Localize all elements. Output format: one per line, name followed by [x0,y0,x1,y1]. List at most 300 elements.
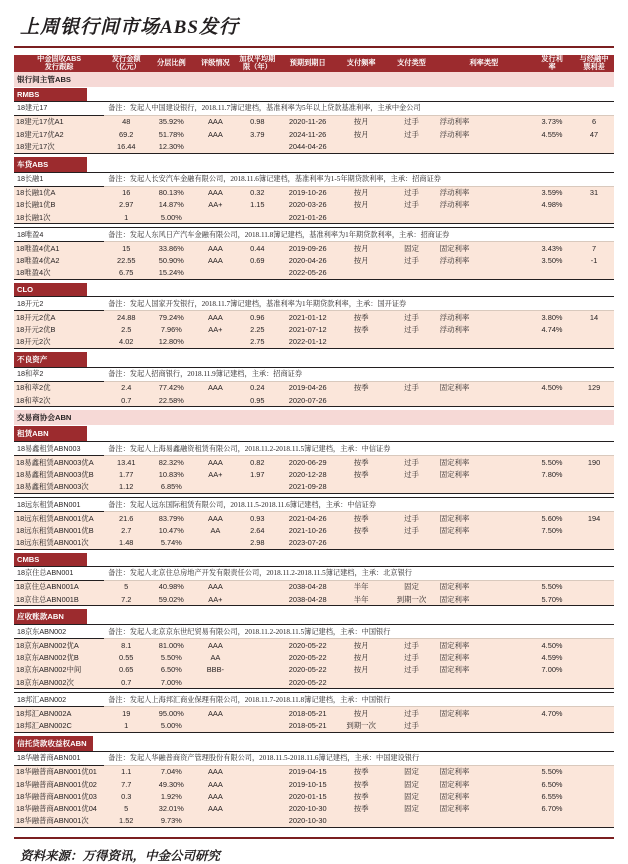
cell-coupon [530,211,574,224]
cell-ratio: 81.00% [148,639,194,652]
cell-amount: 0.3 [104,790,148,802]
cell-paytype [385,537,437,550]
deal-name: 18京东ABN002 [14,625,104,639]
section-label [14,352,614,368]
cell-spread [574,652,614,664]
cell-ratio: 50.90% [148,255,194,267]
cell-spread [574,481,614,494]
section-header-dark [14,736,614,752]
cell-name: 18京住总ABN001A [14,580,104,593]
cell-ratetype: 固定利率 [438,790,530,802]
cell-wal [236,778,278,790]
cell-rating: AAA [194,311,236,324]
cell-wal: 0.96 [236,311,278,324]
page-title: 上周银行间市场ABS发行 [20,17,239,38]
cell-rating: AAA [194,128,236,140]
cell-ratetype: 浮动利率 [438,186,530,199]
table-row [14,778,614,790]
cell-ratetype: 浮动利率 [438,323,530,335]
cell-ratetype: 固定利率 [438,765,530,778]
cell-spread [574,323,614,335]
section-label [14,87,614,101]
cell-ratetype [438,140,530,153]
cell-ratio: 51.78% [148,128,194,140]
section-header-dark [14,157,614,173]
deal-note-row [14,228,614,242]
deal-remark: 备注：发起人北京京东世纪贸易有限公司，2018.11.2-2018.11.5簿记建档，主承：中国银行 [104,625,614,639]
cell-ratio: 9.73% [148,815,194,828]
cell-ratetype: 固定利率 [438,639,530,652]
cell-paytype: 过手 [385,524,437,536]
cell-paytype: 固定 [385,242,437,255]
cell-paytype [385,211,437,224]
cell-coupon: 3.80% [530,311,574,324]
cell-amount: 2.5 [104,323,148,335]
section-bar: 不良资产 [14,352,87,367]
cell-name: 18京东ABN002优A [14,639,104,652]
cell-coupon: 3.73% [530,115,574,128]
cell-ratio: 49.30% [148,778,194,790]
cell-ratetype: 固定利率 [438,803,530,815]
cell-paytype: 过手 [385,311,437,324]
cell-paytype: 过手 [385,652,437,664]
cell-amount: 2.97 [104,199,148,211]
cell-ratetype: 固定利率 [438,652,530,664]
cell-wal: 0.69 [236,255,278,267]
cell-freq [337,815,385,828]
cell-ratetype [438,211,530,224]
cell-ratetype: 浮动利率 [438,311,530,324]
cell-rating [194,267,236,280]
cell-name: 18京东ABN002次 [14,676,104,689]
deal-note-row [14,172,614,186]
cell-ratio: 12.30% [148,140,194,153]
cell-name: 18长融1优A [14,186,104,199]
cell-freq: 按季 [337,765,385,778]
cell-freq: 按季 [337,524,385,536]
cell-paytype [385,267,437,280]
cell-amount: 16.44 [104,140,148,153]
cell-rating: AAA [194,242,236,255]
deal-name: 18建元17 [14,101,104,115]
cell-wal: 0.44 [236,242,278,255]
cell-wal: 0.32 [236,186,278,199]
cell-freq: 按月 [337,707,385,720]
cell-rating: AAA [194,456,236,469]
cell-wal: 3.79 [236,128,278,140]
cell-amount: 13.41 [104,456,148,469]
cell-maturity: 2019-09-26 [278,242,337,255]
cell-amount: 1.48 [104,537,148,550]
section-header-dark [14,553,614,567]
deal-remark: 备注：发起人上海邦汇商业保理有限公司，2018.11.7-2018.11.8簿记建档，主承：中国银行 [104,693,614,707]
cell-amount: 1.1 [104,765,148,778]
table-row [14,524,614,536]
cell-wal [236,803,278,815]
column-header-spread: 与经融中 票利差 [574,55,614,72]
cell-name: 18建元17次 [14,140,104,153]
cell-ratio: 83.79% [148,512,194,525]
spacer [14,828,614,832]
cell-freq [337,481,385,494]
title-rule [14,46,614,48]
cell-ratio: 14.87% [148,199,194,211]
cell-name: 18长融1次 [14,211,104,224]
cell-maturity: 2019-04-15 [278,765,337,778]
cell-spread [574,524,614,536]
cell-coupon: 5.60% [530,512,574,525]
cell-spread [574,815,614,828]
cell-ratetype: 固定利率 [438,664,530,676]
cell-paytype: 过手 [385,469,437,481]
column-header-rating: 评级情况 [194,55,236,72]
cell-paytype [385,481,437,494]
cell-amount: 1.77 [104,469,148,481]
table-row [14,255,614,267]
cell-maturity: 2020-10-30 [278,803,337,815]
cell-freq: 按季 [337,469,385,481]
cell-coupon [530,481,574,494]
cell-name: 18和萃2次 [14,394,104,407]
cell-ratio: 79.24% [148,311,194,324]
table-row [14,481,614,494]
cell-paytype: 过手 [385,456,437,469]
cell-ratetype: 固定利率 [438,593,530,606]
cell-ratio: 82.32% [148,456,194,469]
cell-coupon: 5.50% [530,765,574,778]
cell-ratio: 15.24% [148,267,194,280]
table-row [14,128,614,140]
cell-name: 18易鑫租赁ABN003优A [14,456,104,469]
cell-freq [337,140,385,153]
cell-maturity: 2024-11-26 [278,128,337,140]
cell-wal [236,815,278,828]
cell-paytype: 到期一次 [385,593,437,606]
table-row [14,652,614,664]
cell-rating: AA+ [194,593,236,606]
cell-paytype [385,336,437,349]
cell-paytype: 固定 [385,580,437,593]
cell-coupon: 7.50% [530,524,574,536]
cell-spread: 6 [574,115,614,128]
cell-spread [574,639,614,652]
cell-paytype: 过手 [385,186,437,199]
cell-name: 18远东租赁ABN001优B [14,524,104,536]
cell-maturity: 2021-10-26 [278,524,337,536]
cell-amount: 8.1 [104,639,148,652]
cell-paytype: 固定 [385,765,437,778]
table-row [14,394,614,407]
cell-rating [194,481,236,494]
cell-maturity: 2021-07-12 [278,323,337,335]
cell-freq: 半年 [337,593,385,606]
cell-maturity: 2038-04-28 [278,580,337,593]
cell-coupon: 4.50% [530,639,574,652]
cell-ratetype: 固定利率 [438,707,530,720]
deal-remark: 备注：发起人远东国际租赁有限公司，2018.11.5-2018.11.6簿记建档，主承：中信证券 [104,498,614,512]
cell-freq: 按月 [337,242,385,255]
cell-ratio: 59.02% [148,593,194,606]
cell-wal: 2.75 [236,336,278,349]
cell-paytype: 过手 [385,115,437,128]
cell-coupon: 5.50% [530,580,574,593]
table-row [14,456,614,469]
table-row [14,580,614,593]
cell-freq [337,336,385,349]
cell-ratio: 10.47% [148,524,194,536]
cell-freq: 按季 [337,790,385,802]
section-header-light [14,410,614,426]
cell-spread [574,790,614,802]
cell-rating: AA [194,524,236,536]
cell-freq: 按月 [337,186,385,199]
cell-ratio: 7.00% [148,676,194,689]
cell-amount: 24.88 [104,311,148,324]
cell-maturity: 2020-05-22 [278,676,337,689]
cell-name: 18京住总ABN001B [14,593,104,606]
row-spacer [14,828,614,832]
section-bar: CMBS [14,553,87,566]
cell-spread: 194 [574,512,614,525]
cell-paytype: 过手 [385,707,437,720]
cell-wal: 0.82 [236,456,278,469]
deal-remark: 备注：发起人东风日产汽车金融有限公司，2018.11.8簿记建档，基准利率为1年期贷款利率，主承：招商证券 [104,228,614,242]
cell-maturity: 2020-04-26 [278,255,337,267]
cell-spread: 7 [574,242,614,255]
cell-amount: 22.55 [104,255,148,267]
cell-amount: 0.55 [104,652,148,664]
cell-name: 18邦汇ABN002A [14,707,104,720]
table-row [14,336,614,349]
cell-ratetype [438,336,530,349]
cell-name: 18远东租赁ABN001次 [14,537,104,550]
cell-freq: 按季 [337,803,385,815]
cell-ratetype [438,720,530,733]
column-header-coupon: 发行利 率 [530,55,574,72]
cell-spread: 47 [574,128,614,140]
section-header-dark [14,283,614,297]
section-label [14,553,614,567]
deal-remark: 备注：发起人上海易鑫融资租赁有限公司，2018.11.2-2018.11.5簿记建档，主承：中信证券 [104,442,614,456]
cell-ratetype: 固定利率 [438,242,530,255]
cell-maturity: 2021-09-28 [278,481,337,494]
cell-maturity: 2022-05-26 [278,267,337,280]
cell-name: 18易鑫租赁ABN003次 [14,481,104,494]
cell-wal: 0.93 [236,512,278,525]
section-header-dark [14,352,614,368]
column-header-wal: 加权平均期 限（年） [236,55,278,72]
table-row [14,707,614,720]
cell-rating: AAA [194,778,236,790]
cell-amount: 7.2 [104,593,148,606]
cell-ratio: 5.00% [148,211,194,224]
table-row [14,720,614,733]
cell-maturity: 2038-04-28 [278,593,337,606]
cell-coupon [530,336,574,349]
cell-coupon: 6.70% [530,803,574,815]
cell-ratio: 7.04% [148,765,194,778]
cell-freq: 按季 [337,323,385,335]
section-header-light [14,72,614,88]
cell-name: 18京东ABN002中间 [14,664,104,676]
cell-amount: 7.7 [104,778,148,790]
deal-name: 18远东租赁ABN001 [14,498,104,512]
cell-spread: 129 [574,381,614,394]
deal-note-row [14,498,614,512]
section-label [14,736,614,752]
cell-coupon: 4.59% [530,652,574,664]
cell-ratetype: 固定利率 [438,456,530,469]
cell-paytype: 固定 [385,790,437,802]
cell-spread [574,199,614,211]
cell-freq: 按季 [337,778,385,790]
cell-spread [574,720,614,733]
cell-ratio: 1.92% [148,790,194,802]
cell-rating: AAA [194,803,236,815]
cell-name: 18唯盈4次 [14,267,104,280]
cell-spread [574,211,614,224]
deal-remark: 备注：发起人中国建设银行，2018.11.7簿记建档，基准利率为5年以上贷款基准利率，主承中金公司 [104,101,614,115]
cell-freq [337,676,385,689]
cell-freq: 半年 [337,580,385,593]
cell-ratio: 5.74% [148,537,194,550]
section-label [14,157,614,173]
cell-amount: 4.02 [104,336,148,349]
cell-rating: AAA [194,115,236,128]
cell-coupon: 6.50% [530,778,574,790]
cell-ratio: 10.83% [148,469,194,481]
cell-paytype [385,676,437,689]
cell-name: 18易鑫租赁ABN003优B [14,469,104,481]
cell-maturity: 2020-06-29 [278,456,337,469]
cell-ratio: 5.50% [148,652,194,664]
cell-spread [574,469,614,481]
cell-amount: 1 [104,211,148,224]
cell-spread [574,537,614,550]
table-row [14,211,614,224]
cell-paytype [385,815,437,828]
cell-spread [574,580,614,593]
cell-name: 18华融普商ABN001次 [14,815,104,828]
cell-paytype: 过手 [385,255,437,267]
column-header-maturity: 预期到期日 [278,55,337,72]
cell-spread [574,676,614,689]
deal-note-row [14,625,614,639]
cell-coupon: 4.98% [530,199,574,211]
cell-amount: 1 [104,720,148,733]
cell-amount: 69.2 [104,128,148,140]
column-header-freq: 支付频率 [337,55,385,72]
cell-ratetype [438,481,530,494]
cell-ratio: 32.01% [148,803,194,815]
cell-rating [194,815,236,828]
cell-rating: AAA [194,255,236,267]
cell-ratio: 22.58% [148,394,194,407]
cell-ratetype [438,394,530,407]
cell-rating: AAA [194,580,236,593]
cell-ratio: 33.86% [148,242,194,255]
table-row [14,115,614,128]
cell-name: 18京东ABN002优B [14,652,104,664]
cell-freq: 到期一次 [337,720,385,733]
deal-note-row [14,751,614,765]
cell-name: 18华融普商ABN001优01 [14,765,104,778]
cell-rating: AAA [194,790,236,802]
cell-spread: 190 [574,456,614,469]
deal-name: 18京住总ABN001 [14,566,104,580]
deal-remark: 备注：发起人招商银行，2018.11.9簿记建档，主承：招商证券 [104,367,614,381]
cell-coupon [530,537,574,550]
cell-maturity: 2020-05-22 [278,639,337,652]
cell-paytype: 过手 [385,720,437,733]
cell-maturity: 2044-04-26 [278,140,337,153]
cell-maturity: 2021-01-26 [278,211,337,224]
deal-remark: 备注：发起人长安汽车金融有限公司，2018.11.6簿记建档，基准利率为1-5年期贷款利率，主承：招商证券 [104,172,614,186]
cell-ratetype: 固定利率 [438,469,530,481]
cell-paytype [385,394,437,407]
cell-spread: 31 [574,186,614,199]
table-row [14,323,614,335]
cell-coupon [530,815,574,828]
deal-note-row [14,367,614,381]
cell-coupon [530,676,574,689]
cell-wal: 1.97 [236,469,278,481]
table-row [14,803,614,815]
cell-rating: AAA [194,186,236,199]
cell-name: 18华融普商ABN001优04 [14,803,104,815]
section-label [14,283,614,297]
cell-freq: 按季 [337,381,385,394]
cell-spread [574,778,614,790]
table-row [14,381,614,394]
cell-coupon [530,267,574,280]
deal-note-row [14,693,614,707]
cell-wal [236,765,278,778]
cell-amount: 48 [104,115,148,128]
cell-wal [236,652,278,664]
deal-note-row [14,101,614,115]
cell-ratio: 35.92% [148,115,194,128]
cell-maturity: 2019-10-15 [278,778,337,790]
cell-freq: 按月 [337,639,385,652]
table-row [14,639,614,652]
cell-maturity: 2020-10-30 [278,815,337,828]
cell-maturity: 2019-10-26 [278,186,337,199]
cell-paytype: 过手 [385,323,437,335]
cell-coupon: 3.43% [530,242,574,255]
cell-spread: 14 [574,311,614,324]
table-row [14,242,614,255]
cell-paytype: 过手 [385,639,437,652]
column-header-ratio: 分层比例 [148,55,194,72]
cell-wal [236,790,278,802]
section-bar: 应收账款ABN [14,609,87,624]
cell-wal [236,707,278,720]
cell-ratetype: 固定利率 [438,381,530,394]
cell-coupon: 3.59% [530,186,574,199]
deal-note-row [14,297,614,311]
deal-remark: 备注：发起人北京住总房地产开发有限责任公司，2018.11.2-2018.11.5簿记建档，主承：北京银行 [104,566,614,580]
cell-rating [194,394,236,407]
cell-name: 18建元17优A2 [14,128,104,140]
cell-paytype: 过手 [385,664,437,676]
cell-wal [236,676,278,689]
cell-coupon: 5.50% [530,456,574,469]
cell-freq: 按季 [337,512,385,525]
cell-amount: 0.65 [104,664,148,676]
column-header-name: 中金固收ABS 发行跟踪 [14,55,104,72]
cell-coupon: 7.00% [530,664,574,676]
